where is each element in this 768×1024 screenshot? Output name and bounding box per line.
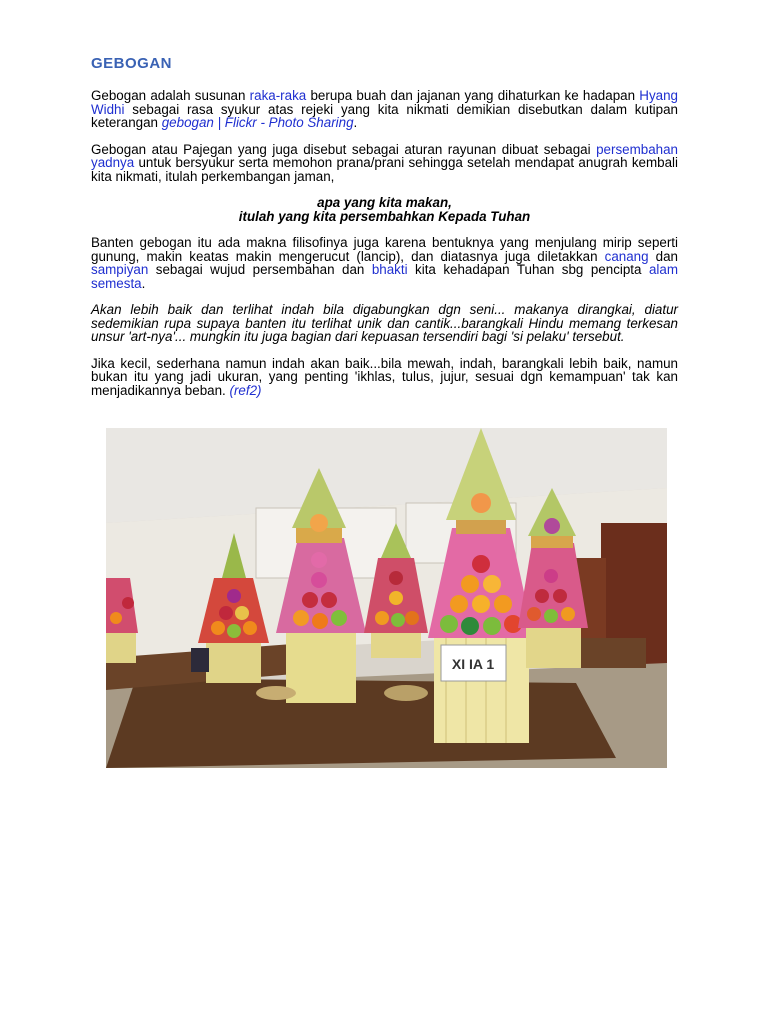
paragraph-conclusion [91,357,678,398]
link-ref2[interactable]: (ref2) [229,382,262,398]
link-sampiyan[interactable]: sampiyan [91,262,149,277]
gebogan-photo [106,428,667,768]
class-sign: XI IA 1 [451,656,495,672]
paragraph-pajegan [91,143,678,184]
link-alam-semesta[interactable]: alam semesta [91,262,678,291]
paragraph-intro [91,89,678,130]
quote-line-1: apa yang kita makan, [317,195,452,210]
link-persembahan-yadnya[interactable]: persembahan yadnya [91,141,678,170]
text: kita kehadapan Tuhan sbg pencipta [407,262,649,277]
page-title: GEBOGAN [91,55,173,72]
document-body [91,55,678,410]
text: dan [648,248,678,264]
quote-line-2: itulah yang kita persembahkan Kepada Tuhan [238,208,531,224]
link-bhakti[interactable]: bhakti [371,262,408,277]
paragraph-banten [91,236,678,290]
text: untuk bersyukur serta memohon prana/prani sehingga setelah mendapat anugrah kembali kita nikmati, itulah perkembangan jaman, [91,155,678,184]
text: sebagai rasa syukur atas rejeki yang kita nikmati demikian disebutkan dalam kutipan keterangan [91,101,678,130]
text: sebagai wujud persembahan dan [148,262,372,277]
text: . [353,115,358,130]
link-canang[interactable]: canang [604,248,649,264]
text: Jika kecil, sederhana namun indah akan baik...bila mewah, indah, barangkali lebih baik, namun bukan itu yang jadi ukuran, yang penting 'ikhlas, tulus, jujur, sesuai dgn kemampuan' tak kan menjadikannya beban. [91,355,678,398]
text: Gebogan adalah susunan [91,88,250,103]
text: Banten gebogan itu ada makna filisofinya juga karena bentuknya yang menjulang mirip seperti gunung, makin keatas makin mengerucut (lancip), dan diatasnya juga diletakkan [91,235,678,264]
quote-block [91,196,678,223]
text: Gebogan atau Pajegan yang juga disebut sebagai aturan rayunan dibuat sebagai [91,141,597,157]
link-raka-raka[interactable]: raka-raka [249,88,307,103]
text: . [141,275,146,291]
text: berupa buah dan jajanan yang dihaturkan ke hadapan [306,88,640,103]
link-flickr[interactable]: gebogan | Flickr - Photo Sharing [161,115,354,130]
paragraph-art: Akan lebih baik dan terlihat indah bila digabungkan dgn seni... makanya dirangkai, diatur sedemikian rupa supaya banten itu terlihat unik dan cantik...barangkali Hindu memang terkesan unsur 'art-nya'... mungkin itu juga bagian dari kepuasan tersendiri bagi 'si pelaku' tersebut. [91,302,678,344]
link-hyang-widhi[interactable]: Hyang Widhi [91,88,678,117]
